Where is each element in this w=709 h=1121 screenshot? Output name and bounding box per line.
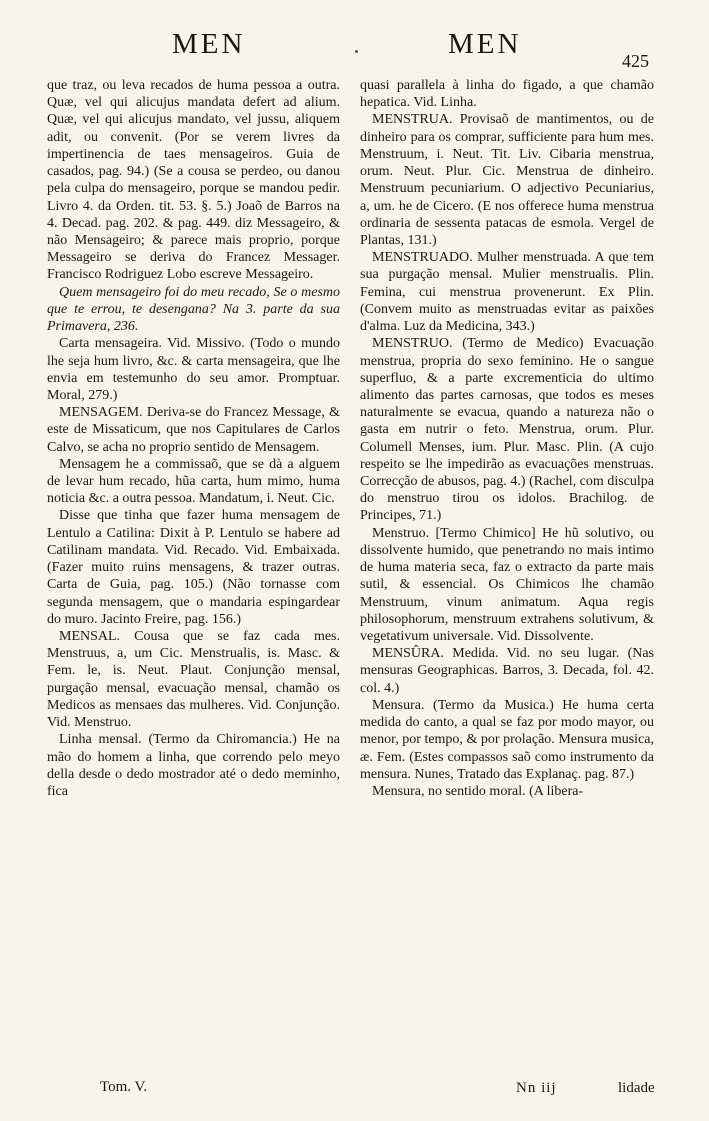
verse-quotation: Quem mensageiro foi do meu recado, Se o mesmo que te errou, te desengana? Na 3. parte da sua Primavera, 236. (47, 284, 340, 335)
right-column (360, 77, 654, 800)
entry-paragraph: MENSTRUO. (Termo de Medico) Evacuação menstrua, propria do sexo feminino. He o sangue superfluo, & a parte excrementicia do ultimo alimento das partes carnosas, que todos es meses naturalmente se evacua, quando a natureza não o gasta em nutrir o feto. Menstrua, orum. Plur. Columell Menses, ium. Plur. Masc. Plin. (A cujo respeito se lhe impedirão as evacuações menstruas. Correcção de abusos, pag. 4.) (Rachel, com disculpa do menstruo tirou os idolos. Brachilog. de Principes, 71.) (360, 336, 654, 524)
running-head-left: MEN (172, 28, 246, 60)
entry-paragraph: que traz, ou leva recados de huma pessoa a outra. Quæ, vel qui alicujus mandata defert ad alium. Quæ, vel qui alicujus mandato, vel jussu, aliquem adit, ou convenit. (Por se verem livres da impertinencia de taes mensageiros. Guia de casados, pag. 94.) (Se a cousa se perdeo, ou danou pela culpa do mensageiro, porque se mandou pedir. Livro 4. da Orden. tit. 53. §. 5.) Joaõ de Barros na 4. Decad. pag. 202. & pag. 449. diz Messageiro, & não Mensageiro; & parece mais proprio, porque Messageiro se deriva do Francez Messager. Francisco Rodriguez Lobo escreve Messageiro. (47, 78, 340, 283)
entry-paragraph: quasi parallela à linha do figado, a que chamão hepatica. Vid. Linha. (360, 78, 654, 111)
entry-paragraph: Mensura. (Termo da Musica.) He huma certa medida do canto, a qual se faz por modo mayor, ou menor, por tempo, & por prolação. Mensura musica, æ. Fem. (Estes compassos saõ como instrumento da mensura. Nunes, Tratado das Explanaç. pag. 87.) (360, 697, 654, 782)
entry-paragraph: MENSAGEM. Deriva-se do Francez Message, & este de Missaticum, que nos Capitulares de Carlos Calvo, se acha no proprio sentido de Mensagem. (47, 405, 340, 455)
entry-paragraph: MENSAL. Cousa que se faz cada mes. Menstruus, a, um Cic. Menstrualis, is. Masc. & Fem. le, is. Neut. Plaut. Conjunção mensal, purgação mensal, evacuação mensal, chamão os Medicos as mensaes das mulheres. Vid. Conjunção. Vid. Menstruo. (47, 629, 340, 731)
entry-paragraph: Mensura, no sentido moral. (A libera- (372, 783, 584, 799)
entry-paragraph: Linha mensal. (Termo da Chiromancia.) He na mão do homem a linha, que correndo pelo meyo della desde o dedo mostrador até o dedo meminho, fica (47, 732, 340, 799)
catchword: lidade (618, 1080, 655, 1096)
header-ornament-dot (355, 50, 358, 53)
entry-paragraph: Mensagem he a commissaõ, que se dà a alguem de levar hum recado, hũa carta, hum mimo, huma noticia &c. a outra pessoa. Mandatum, i. Neut. Cic. (47, 456, 340, 507)
entry-paragraph: MENSTRUA. Provisaõ de mantimentos, ou de dinheiro para os comprar, sufficiente para hum mes. Menstruum, i. Neut. Tit. Liv. Cibaria menstrua, orum. Neut. Plur. Cic. Menstrua de dinheiro. Menstruum pecuniarium. O adjectivo Pecuniarius, a, um. he de Cicero. (E nos offerece huma menstrua ordinaria de sessenta patacas de esmola. Vergel de Plantas, 131.) (360, 112, 654, 248)
entry-paragraph: Carta mensageira. Vid. Missivo. (Todo o mundo lhe seja hum livro, &c. & carta mensageira, que lhe envia em testemunho do seu amor. Promptuar. Moral, 279.) (47, 336, 340, 403)
entry-paragraph: Disse que tinha que fazer huma mensagem de Lentulo a Catilina: Dixit à P. Lentulo se habere ad Catilinam mandata. Vid. Recado. Vid. Embaixada. (Fazer muito ruins mensagens, & trazer outras. Carta de Guia, pag. 105.) (Não tornasse com segunda mensagem, que o mandaria espingardear do muro. Jacinto Freire, pag. 156.) (47, 508, 340, 627)
entry-paragraph: MENSTRUADO. Mulher menstruada. A que tem sua purgação mensal. Mulier menstrualis. Plin. Femina, cui menstrua provenerunt. Ex Plin. (Convem muito as menstruadas evitar as paixões d'alma. Luz da Medicina, 343.) (360, 250, 654, 335)
running-head-right: MEN (448, 28, 522, 60)
entry-paragraph: MENSÛRA. Medida. Vid. no seu lugar. (Nas mensuras Geographicas. Barros, 3. Decada, fol. 42. col. 4.) (360, 646, 654, 696)
page-number: 425 (622, 51, 649, 71)
entry-paragraph: Menstruo. [Termo Chimico] He hũ solutivo, ou dissolvente humido, que penetrando no mais intimo de huma materia seca, faz o extracto da parte mais sutil, & essencial. Os Chimicos lhe chamão Menstruum, vinum animatum. Aqua regis philosophorum, menstruum extrahens solutivum, & vegetativum universale. Vid. Dissolvente. (360, 525, 654, 644)
left-column (47, 77, 340, 800)
signature-mark: Nn iij (516, 1080, 557, 1096)
volume-label: Tom. V. (100, 1079, 148, 1095)
